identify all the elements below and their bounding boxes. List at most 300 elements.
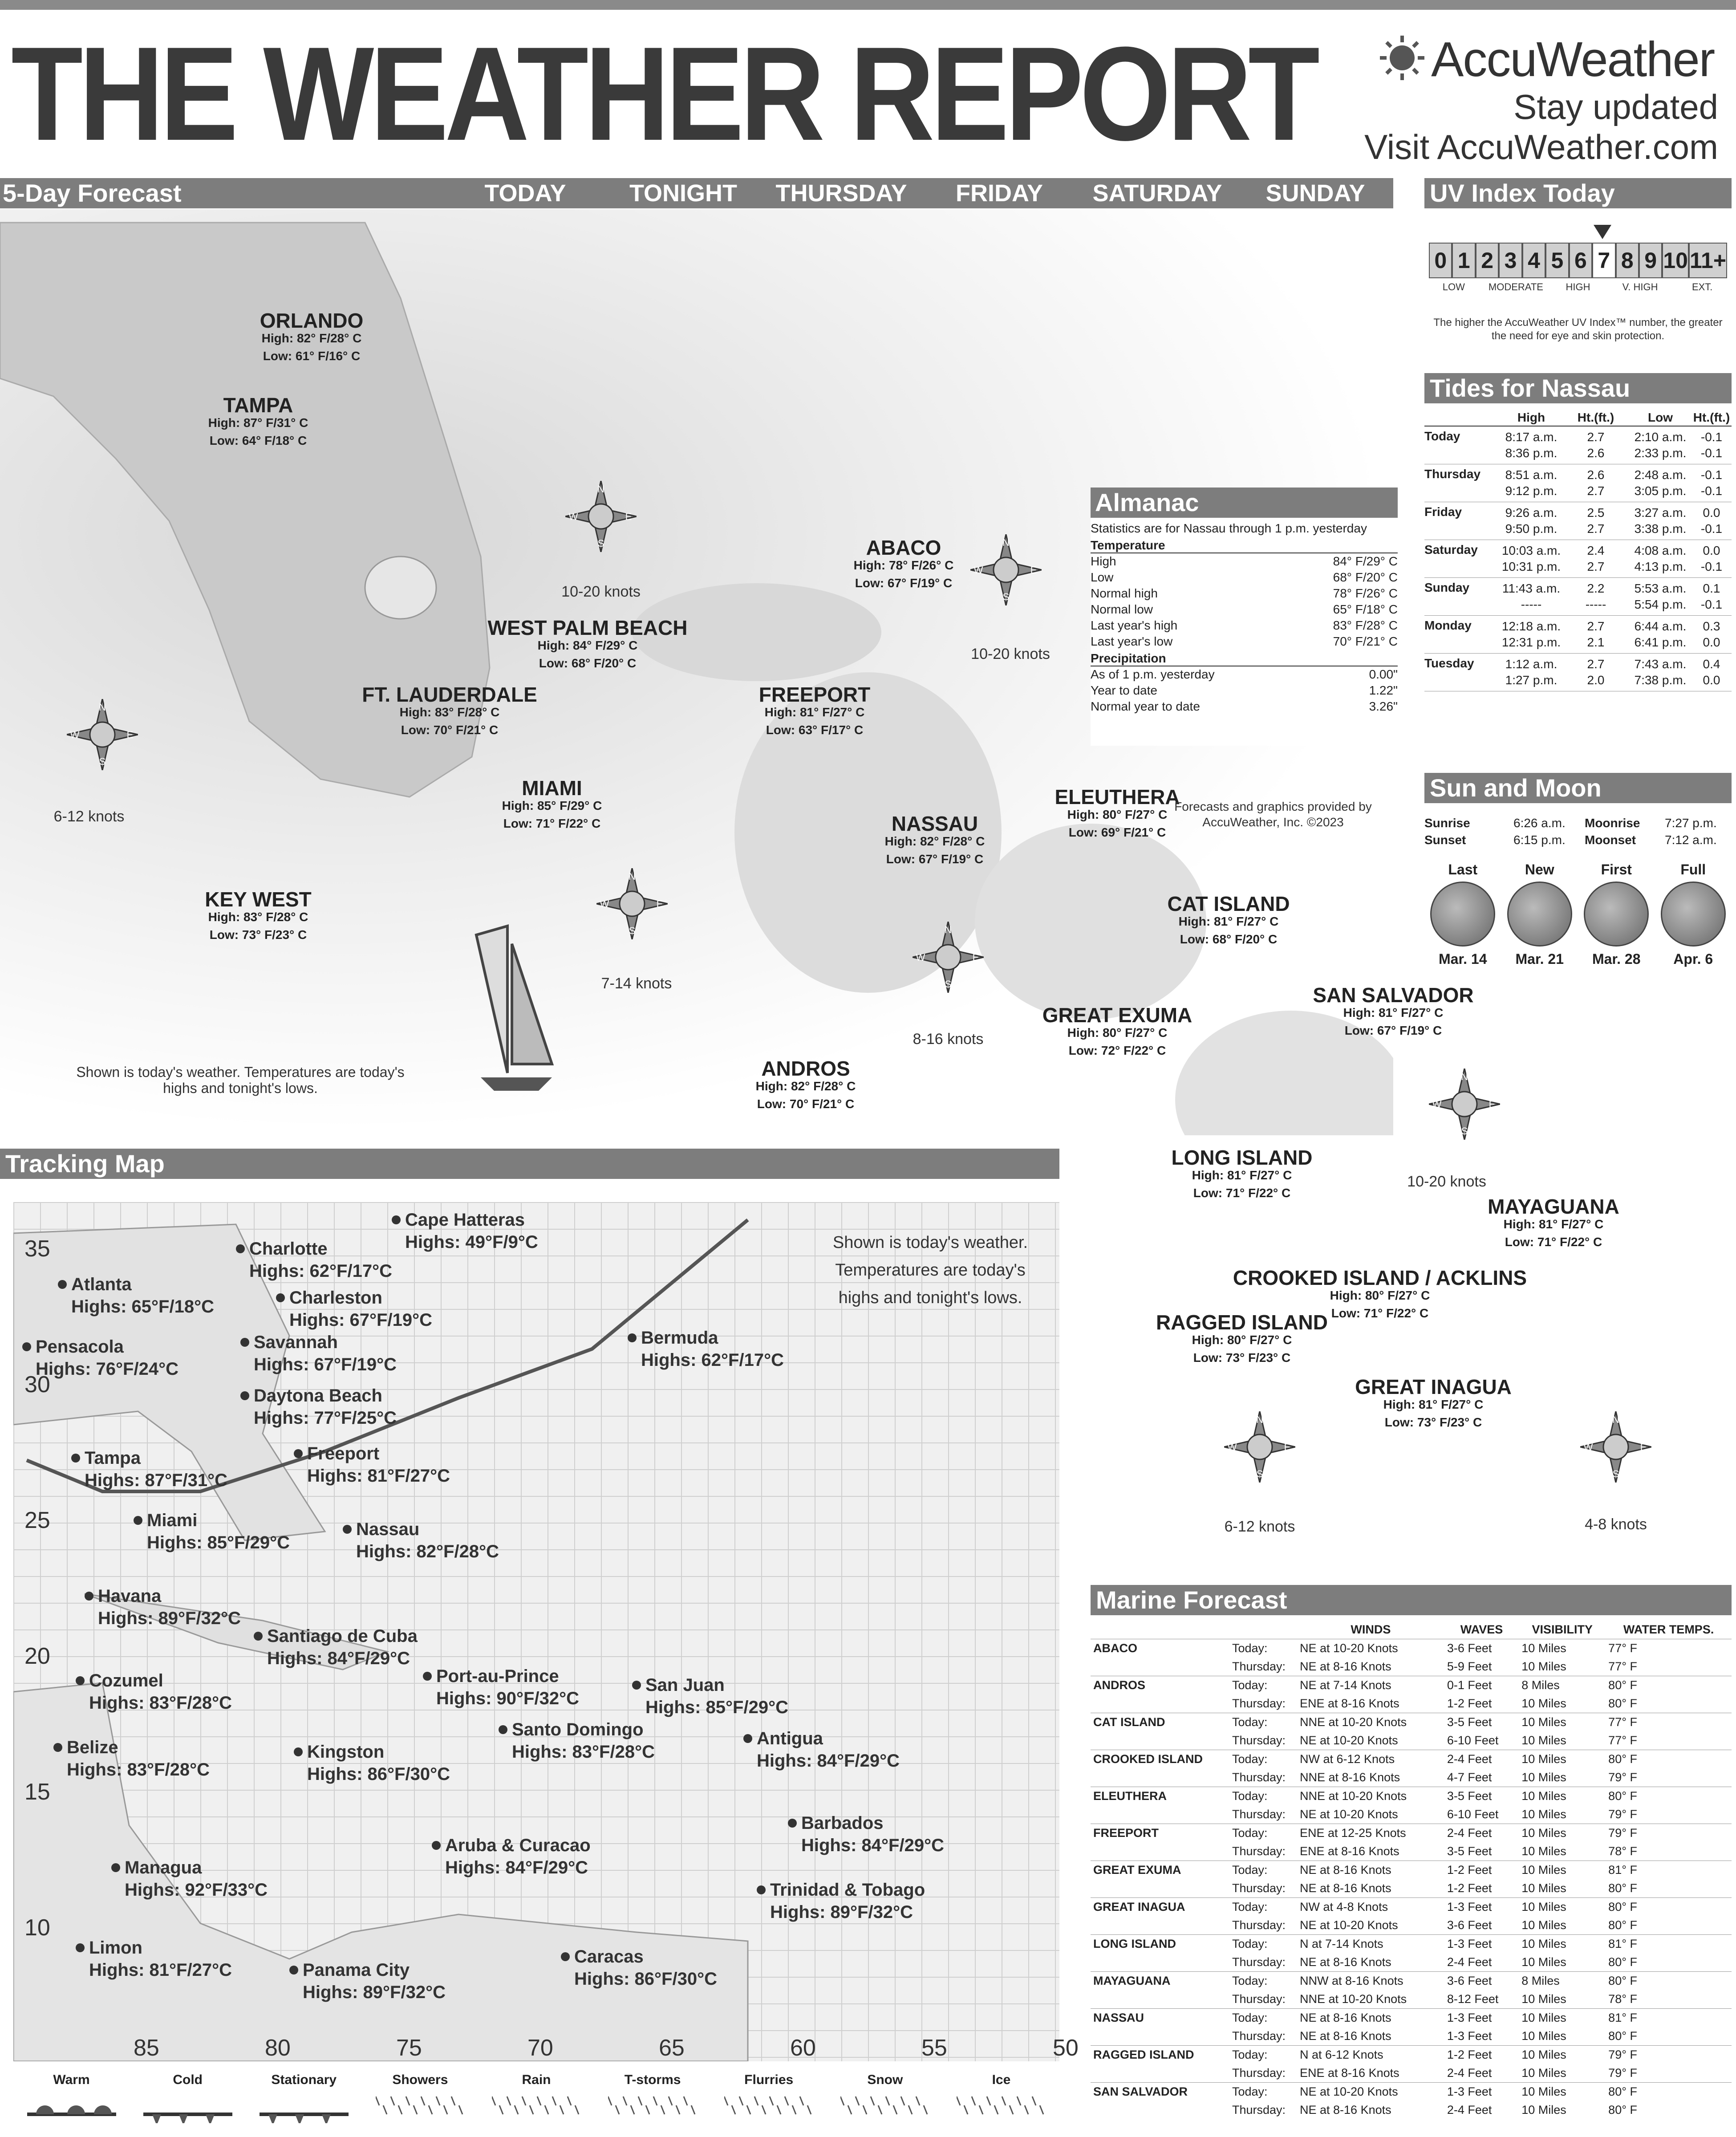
marine-cell: NE at 10-20 Knots	[1300, 1734, 1398, 1747]
marine-cell: Thursday:	[1232, 1808, 1286, 1821]
marine-cell: 1-2 Feet	[1447, 1863, 1492, 1877]
tide-value: 2.7	[1587, 430, 1605, 444]
marine-cell: NE at 10-20 Knots	[1300, 1641, 1398, 1655]
map-city-name: NASSAU	[891, 812, 978, 835]
svg-text:E: E	[656, 898, 663, 910]
longitude-label: 50	[1053, 2035, 1079, 2061]
svg-text:S: S	[629, 925, 636, 936]
legend-label: Ice	[992, 2072, 1011, 2087]
city-dot-icon	[289, 1966, 298, 1974]
svg-text:E: E	[1640, 1442, 1647, 1453]
wind-speed: 6-12 knots	[1224, 1518, 1295, 1535]
almanac-label: Last year's low	[1091, 634, 1173, 648]
marine-cell: Today:	[1232, 1863, 1268, 1877]
svg-text:S: S	[99, 756, 106, 767]
marine-cell: NE at 7-14 Knots	[1300, 1678, 1391, 1692]
marine-row	[1091, 1787, 1732, 1806]
map-city-name: LONG ISLAND	[1171, 1146, 1313, 1169]
marine-cell: NE at 8-16 Knots	[1300, 2103, 1391, 2117]
marine-cell: 80° F	[1608, 1900, 1637, 1914]
tide-value: 2.7	[1587, 560, 1605, 573]
tracking-city-highs: Highs: 49°F/9°C	[405, 1232, 538, 1252]
marine-row	[1091, 2064, 1732, 2083]
marine-cell: 1-2 Feet	[1447, 1697, 1492, 1710]
legend-label: Warm	[53, 2072, 90, 2087]
map-city-low: Low: 73° F/23° C	[209, 928, 307, 942]
legend-item-6	[720, 2072, 818, 2135]
marine-cell: 77° F	[1608, 1734, 1637, 1747]
tracking-city-highs: Highs: 84°F/29°C	[445, 1858, 588, 1877]
svg-text:W: W	[916, 952, 925, 963]
uv-level-10: 10	[1662, 243, 1689, 278]
svg-text:N: N	[1002, 537, 1010, 548]
marine-row	[1091, 1639, 1732, 1658]
marine-cell: 10 Miles	[1521, 1752, 1566, 1766]
marine-cell: 78° F	[1608, 1992, 1637, 2006]
tide-value: 9:50 p.m.	[1505, 522, 1558, 536]
almanac-value: 0.00"	[1369, 667, 1398, 681]
marine-cell: 10 Miles	[1521, 1918, 1566, 1932]
tide-value: 2.7	[1587, 657, 1605, 671]
tide-day: Saturday	[1424, 543, 1478, 557]
marine-cell: 1-2 Feet	[1447, 1881, 1492, 1895]
almanac-precip-row	[1091, 666, 1398, 683]
marine-cell: 1-3 Feet	[1447, 1900, 1492, 1914]
marine-cell: 5-9 Feet	[1447, 1660, 1492, 1673]
accuweather-brand: AccuWeather	[1431, 32, 1715, 87]
marine-cell: 4-7 Feet	[1447, 1771, 1492, 1784]
tide-day: Thursday	[1424, 467, 1481, 481]
uv-title: UV Index Today	[1424, 178, 1732, 208]
tracking-city-highs: Highs: 76°F/24°C	[36, 1359, 178, 1379]
svg-text:N: N	[99, 702, 106, 713]
marine-cell: 10 Miles	[1521, 2066, 1566, 2080]
tide-value: 12:18 a.m.	[1501, 619, 1561, 633]
marine-cell: FREEPORT	[1093, 1826, 1159, 1840]
tide-value: 7:43 a.m.	[1634, 657, 1687, 671]
tracking-title: Tracking Map	[0, 1149, 1059, 1179]
marine-row	[1091, 1694, 1732, 1713]
svg-text:E: E	[972, 952, 979, 963]
longitude-label: 75	[396, 2035, 422, 2061]
tide-day-row	[1424, 540, 1732, 578]
legend-label: Rain	[522, 2072, 551, 2087]
legend-item-8	[952, 2072, 1050, 2135]
marine-cell: 80° F	[1608, 2103, 1637, 2117]
map-city-name: MAYAGUANA	[1488, 1195, 1619, 1218]
tracking-city-26	[303, 1959, 446, 2003]
marine-row	[1091, 1972, 1732, 1991]
marine-cell: 10 Miles	[1521, 1863, 1566, 1877]
tracking-city-highs: Highs: 86°F/30°C	[307, 1764, 450, 1784]
tracking-city-24	[770, 1879, 925, 1923]
map-city-high: High: 81° F/27° C	[1383, 1398, 1484, 1411]
uv-pointer-icon	[1594, 225, 1611, 242]
tide-value: -0.1	[1700, 468, 1723, 482]
map-city-name: SAN SALVADOR	[1313, 983, 1474, 1007]
svg-text:W: W	[568, 511, 578, 522]
legend-label: Flurries	[744, 2072, 794, 2087]
top-rule	[0, 0, 1736, 10]
moonrise-label: Moonrise	[1585, 816, 1640, 830]
day-header-3: FRIDAY	[955, 180, 1043, 207]
tide-day-row	[1424, 654, 1732, 691]
tracking-city-27	[574, 1946, 717, 1990]
marine-cell: NE at 8-16 Knots	[1300, 1863, 1391, 1877]
tide-value: 0.0	[1703, 673, 1720, 687]
tracking-city-name: Managua	[125, 1858, 202, 1877]
tracking-city-3	[289, 1287, 432, 1331]
tracking-city-highs: Highs: 67°F/19°C	[289, 1310, 432, 1330]
marine-row	[1091, 1898, 1732, 1917]
tide-value: 2.0	[1587, 673, 1605, 687]
marine-cell: 2-4 Feet	[1447, 1955, 1492, 1969]
tracking-city-highs: Highs: 84°F/29°C	[801, 1836, 944, 1855]
uv-band: HIGH	[1566, 281, 1590, 293]
tide-value: 0.1	[1703, 581, 1720, 595]
marine-cell: 80° F	[1608, 1789, 1637, 1803]
map-city-10	[1126, 892, 1331, 948]
showers-icon	[376, 2092, 465, 2123]
marine-row	[1091, 1731, 1732, 1750]
map-city-high: High: 81° F/27° C	[1178, 914, 1279, 928]
map-city-low: Low: 64° F/18° C	[209, 434, 307, 447]
uv-level-3: 3	[1499, 243, 1522, 278]
tracking-city-name: Tampa	[85, 1448, 141, 1468]
svg-text:W: W	[70, 729, 80, 740]
svg-text:S: S	[1461, 1125, 1468, 1137]
marine-cell: NNE at 10-20 Knots	[1300, 1789, 1407, 1803]
wind-speed: 4-8 knots	[1585, 1516, 1647, 1533]
marine-row	[1091, 1861, 1732, 1880]
marine-cell: Today:	[1232, 1974, 1268, 1987]
marine-cell: NE at 8-16 Knots	[1300, 2011, 1391, 2024]
map-city-low: Low: 70° F/21° C	[757, 1097, 855, 1111]
marine-cell: 2-4 Feet	[1447, 1752, 1492, 1766]
tide-value: 2:33 p.m.	[1634, 446, 1687, 460]
moon-phase-2	[1584, 861, 1649, 967]
tide-day-row	[1424, 502, 1732, 540]
wind-compass-icon	[1580, 1411, 1651, 1483]
map-city-low: Low: 69° F/21° C	[1068, 825, 1166, 839]
marine-cell: ENE at 8-16 Knots	[1300, 1697, 1399, 1710]
tide-value: -0.1	[1700, 522, 1723, 536]
marine-cell: Thursday:	[1232, 2066, 1286, 2080]
almanac-value: 83° F/28° C	[1333, 618, 1398, 632]
marine-cell: 79° F	[1608, 2066, 1637, 2080]
moon-phase-date: Mar. 21	[1515, 951, 1564, 967]
marine-cell: 10 Miles	[1521, 1826, 1566, 1840]
tracking-city-name: Limon	[89, 1938, 142, 1958]
almanac-temp-row	[1091, 585, 1398, 601]
tide-value: -0.1	[1700, 484, 1723, 498]
city-dot-icon	[392, 1215, 401, 1224]
lake-okeechobee	[365, 557, 436, 619]
marine-row	[1091, 1750, 1732, 1769]
map-city-name: TAMPA	[223, 394, 293, 417]
moonset-time: 7:12 a.m.	[1665, 833, 1717, 847]
map-legend	[13, 2072, 1059, 2135]
almanac-precip-row	[1091, 683, 1398, 699]
tracking-city-name: Antigua	[757, 1729, 823, 1748]
marine-cell: NNE at 10-20 Knots	[1300, 1715, 1407, 1729]
marine-cell: GREAT INAGUA	[1093, 1900, 1185, 1914]
marine-cell: 10 Miles	[1521, 1881, 1566, 1895]
map-city-2	[485, 616, 690, 672]
marine-cell: 10 Miles	[1521, 1715, 1566, 1729]
svg-text:W: W	[1227, 1442, 1237, 1453]
tracking-city-2	[71, 1273, 214, 1318]
marine-cell: 3-5 Feet	[1447, 1715, 1492, 1729]
marine-cell: ENE at 8-16 Knots	[1300, 1844, 1399, 1858]
marine-cell: ANDROS	[1093, 1678, 1146, 1692]
marine-cell	[1091, 1805, 1229, 1824]
latitude-label: 35	[24, 1236, 50, 1262]
svg-text:E: E	[126, 729, 134, 740]
map-city-7	[712, 683, 917, 739]
city-dot-icon	[499, 1725, 507, 1734]
map-city-13	[1291, 983, 1496, 1040]
marine-cell: Today:	[1232, 1900, 1268, 1914]
almanac-value: 84° F/29° C	[1333, 554, 1398, 568]
svg-text:N: N	[1461, 1071, 1468, 1082]
uv-level-9: 9	[1639, 243, 1662, 278]
city-dot-icon	[58, 1280, 67, 1289]
day-header-2: THURSDAY	[775, 180, 907, 207]
marine-cell: 1-3 Feet	[1447, 2085, 1492, 2098]
marine-cell: 80° F	[1608, 1955, 1637, 1969]
tide-value: 9:26 a.m.	[1505, 506, 1558, 520]
marine-cell: 77° F	[1608, 1660, 1637, 1673]
city-dot-icon	[76, 1943, 85, 1952]
city-dot-icon	[236, 1244, 245, 1253]
map-city-11	[703, 1057, 908, 1113]
svg-text:E: E	[1284, 1442, 1291, 1453]
moon-icon	[1507, 882, 1572, 947]
map-city-name: WEST PALM BEACH	[487, 616, 688, 639]
legend-label: Showers	[392, 2072, 448, 2087]
marine-cell: 79° F	[1608, 2048, 1637, 2061]
svg-text:W: W	[600, 898, 609, 910]
marine-cell: ELEUTHERA	[1093, 1789, 1167, 1803]
almanac-temp-row	[1091, 569, 1398, 585]
marine-cell: 80° F	[1608, 2029, 1637, 2043]
tracking-city-name: San Juan	[645, 1675, 725, 1695]
marine-cell	[1091, 1731, 1229, 1750]
tagline-visit: Visit AccuWeather.com	[1364, 127, 1718, 167]
tracking-city-9	[307, 1442, 450, 1487]
map-city-high: High: 83° F/28° C	[399, 705, 500, 719]
uv-band: V. HIGH	[1622, 281, 1658, 293]
marine-cell: 1-3 Feet	[1447, 1937, 1492, 1950]
latitude-label: 30	[24, 1372, 50, 1398]
tracking-city-name: Savannah	[254, 1333, 338, 1352]
wind-compass-icon	[67, 699, 138, 770]
marine-row	[1091, 1879, 1732, 1898]
svg-text:S: S	[1612, 1468, 1619, 1479]
tracking-city-21	[801, 1812, 944, 1857]
marine-cell: Thursday:	[1232, 1881, 1286, 1895]
marine-cell: 1-3 Feet	[1447, 2011, 1492, 2024]
moonset-label: Moonset	[1585, 833, 1636, 847]
sunrise-label: Sunrise	[1424, 816, 1470, 830]
map-city-name: ORLANDO	[260, 309, 364, 332]
wind-speed: 10-20 knots	[561, 583, 641, 600]
legend-item-0	[23, 2072, 121, 2135]
map-city-name: ELEUTHERA	[1055, 785, 1180, 808]
marine-cell: ABACO	[1093, 1641, 1137, 1655]
marine-cell: 10 Miles	[1521, 1734, 1566, 1747]
map-city-12	[1015, 1003, 1220, 1060]
marine-col-header: VISIBILITY	[1532, 1623, 1593, 1636]
map-city-low: Low: 71° F/22° C	[1505, 1235, 1602, 1249]
city-dot-icon	[254, 1632, 263, 1641]
tracking-city-23	[125, 1857, 268, 1901]
marine-table	[1091, 1621, 1732, 2119]
marine-cell: MAYAGUANA	[1093, 1974, 1171, 1987]
city-dot-icon	[294, 1747, 303, 1756]
marine-cell: SAN SALVADOR	[1093, 2085, 1188, 2098]
map-city-low: Low: 67° F/19° C	[886, 852, 984, 866]
city-dot-icon	[22, 1342, 31, 1351]
latitude-label: 15	[24, 1779, 50, 1805]
map-city-low: Low: 70° F/21° C	[401, 723, 499, 737]
almanac-label: Normal high	[1091, 586, 1158, 600]
marine-cell: CROOKED ISLAND	[1093, 1752, 1203, 1766]
map-city-low: Low: 72° F/22° C	[1068, 1044, 1166, 1057]
map-city-name: CROOKED ISLAND / ACKLINS	[1233, 1266, 1527, 1289]
legend-item-4	[487, 2072, 585, 2135]
marine-row	[1091, 1713, 1732, 1732]
marine-cell: 80° F	[1608, 1678, 1637, 1692]
marine-cell: 80° F	[1608, 1752, 1637, 1766]
marine-title: Marine Forecast	[1091, 1585, 1732, 1615]
tracking-city-highs: Highs: 77°F/25°C	[254, 1408, 397, 1428]
tracking-city-name: Miami	[147, 1511, 198, 1530]
almanac-label: Year to date	[1091, 683, 1157, 697]
almanac-intro: Statistics are for Nassau through 1 p.m. yesterday	[1091, 521, 1367, 535]
map-city-high: High: 82° F/28° C	[884, 834, 985, 848]
uv-level-6: 6	[1569, 243, 1592, 278]
tide-day-row	[1424, 578, 1732, 616]
tracking-city-22	[445, 1834, 591, 1879]
tracking-city-name: Santo Domingo	[512, 1720, 644, 1739]
tracking-city-highs: Highs: 92°F/33°C	[125, 1880, 268, 1900]
tracking-city-15	[436, 1665, 579, 1710]
flurries-icon	[724, 2092, 813, 2123]
tracking-city-0	[405, 1209, 538, 1253]
almanac-value: 68° F/20° C	[1333, 570, 1398, 584]
latitude-label: 25	[24, 1507, 50, 1533]
almanac-temp-row	[1091, 618, 1398, 634]
marine-cell: 10 Miles	[1521, 2029, 1566, 2043]
marine-cell: NNE at 8-16 Knots	[1300, 1771, 1400, 1784]
marine-row	[1091, 1658, 1732, 1676]
almanac-label: Last year's high	[1091, 618, 1178, 632]
marine-row	[1091, 1824, 1732, 1843]
city-dot-icon	[561, 1952, 570, 1961]
wind-speed: 10-20 knots	[971, 646, 1050, 662]
tracking-city-highs: Highs: 84°F/29°C	[757, 1751, 900, 1771]
moon-phase-0	[1430, 861, 1495, 967]
tracking-city-highs: Highs: 89°F/32°C	[98, 1609, 241, 1628]
svg-text:S: S	[945, 979, 952, 990]
tide-value: 10:31 p.m.	[1501, 560, 1561, 573]
map-city-high: High: 81° F/27° C	[1192, 1168, 1292, 1182]
longitude-label: 60	[790, 2035, 816, 2061]
marine-cell	[1091, 2027, 1229, 2046]
map-city-name: CAT ISLAND	[1167, 892, 1290, 915]
marine-cell: RAGGED ISLAND	[1093, 2048, 1194, 2061]
marine-cell: 8 Miles	[1521, 1974, 1560, 1987]
tracking-city-highs: Highs: 82°F/28°C	[356, 1542, 499, 1561]
day-header-1: TONIGHT	[629, 180, 737, 207]
tide-value: 12:31 p.m.	[1501, 635, 1561, 649]
sunrise-time: 6:26 a.m.	[1513, 816, 1566, 830]
tides-title: Tides for Nassau	[1424, 373, 1732, 403]
city-dot-icon	[71, 1454, 80, 1463]
almanac-label: High	[1091, 554, 1116, 568]
tracking-city-name: Santiago de Cuba	[267, 1626, 418, 1646]
tracking-city-8	[85, 1447, 227, 1491]
marine-cell: 10 Miles	[1521, 1697, 1566, 1710]
marine-cell	[1091, 2101, 1229, 2119]
city-dot-icon	[85, 1592, 93, 1601]
marine-col-header: WAVES	[1460, 1623, 1503, 1636]
tracking-city-name: Trinidad & Tobago	[770, 1880, 925, 1900]
uv-level-5: 5	[1545, 243, 1569, 278]
marine-cell: 10 Miles	[1521, 2085, 1566, 2098]
tide-value: 2.2	[1587, 581, 1605, 595]
uv-level-11+: 11+	[1689, 243, 1727, 278]
tracking-city-highs: Highs: 85°F/29°C	[645, 1698, 788, 1717]
marine-row	[1091, 2046, 1732, 2064]
uv-level-2: 2	[1476, 243, 1499, 278]
tide-day-row	[1424, 616, 1732, 654]
marine-cell: Today:	[1232, 1826, 1268, 1840]
marine-cell: NE at 8-16 Knots	[1300, 1881, 1391, 1895]
uv-level-4: 4	[1522, 243, 1545, 278]
map-city-name: GREAT EXUMA	[1042, 1003, 1192, 1027]
tide-value: 0.4	[1703, 657, 1720, 671]
tracking-city-name: Atlanta	[71, 1275, 132, 1294]
marine-cell	[1091, 1694, 1229, 1713]
map-city-5	[156, 890, 361, 944]
marine-cell: 80° F	[1608, 1974, 1637, 1987]
svg-text:S: S	[1002, 591, 1010, 602]
uv-bands	[1429, 281, 1727, 293]
tides-col-header: Ht.(ft.)	[1577, 410, 1614, 424]
tide-value: -0.1	[1700, 597, 1723, 611]
marine-cell: NW at 4-8 Knots	[1300, 1900, 1388, 1914]
marine-cell: LONG ISLAND	[1093, 1937, 1176, 1950]
map-city-4	[450, 776, 654, 833]
tide-value: 4:13 p.m.	[1634, 560, 1687, 573]
wind-compass-icon	[596, 868, 668, 939]
tracking-city-4	[254, 1331, 397, 1376]
tracking-city-name: Freeport	[307, 1444, 380, 1463]
moon-phase-3	[1661, 861, 1726, 967]
marine-cell: Thursday:	[1232, 1771, 1286, 1784]
tide-value: 5:54 p.m.	[1634, 597, 1687, 611]
tracking-city-11	[356, 1518, 499, 1563]
tides-table	[1424, 410, 1732, 691]
tracking-city-name: Bermuda	[641, 1328, 718, 1348]
uv-band: EXT.	[1691, 281, 1713, 293]
latitude-label: 10	[24, 1915, 50, 1941]
tide-day: Tuesday	[1424, 656, 1474, 670]
wind-compass-icon	[913, 922, 984, 993]
